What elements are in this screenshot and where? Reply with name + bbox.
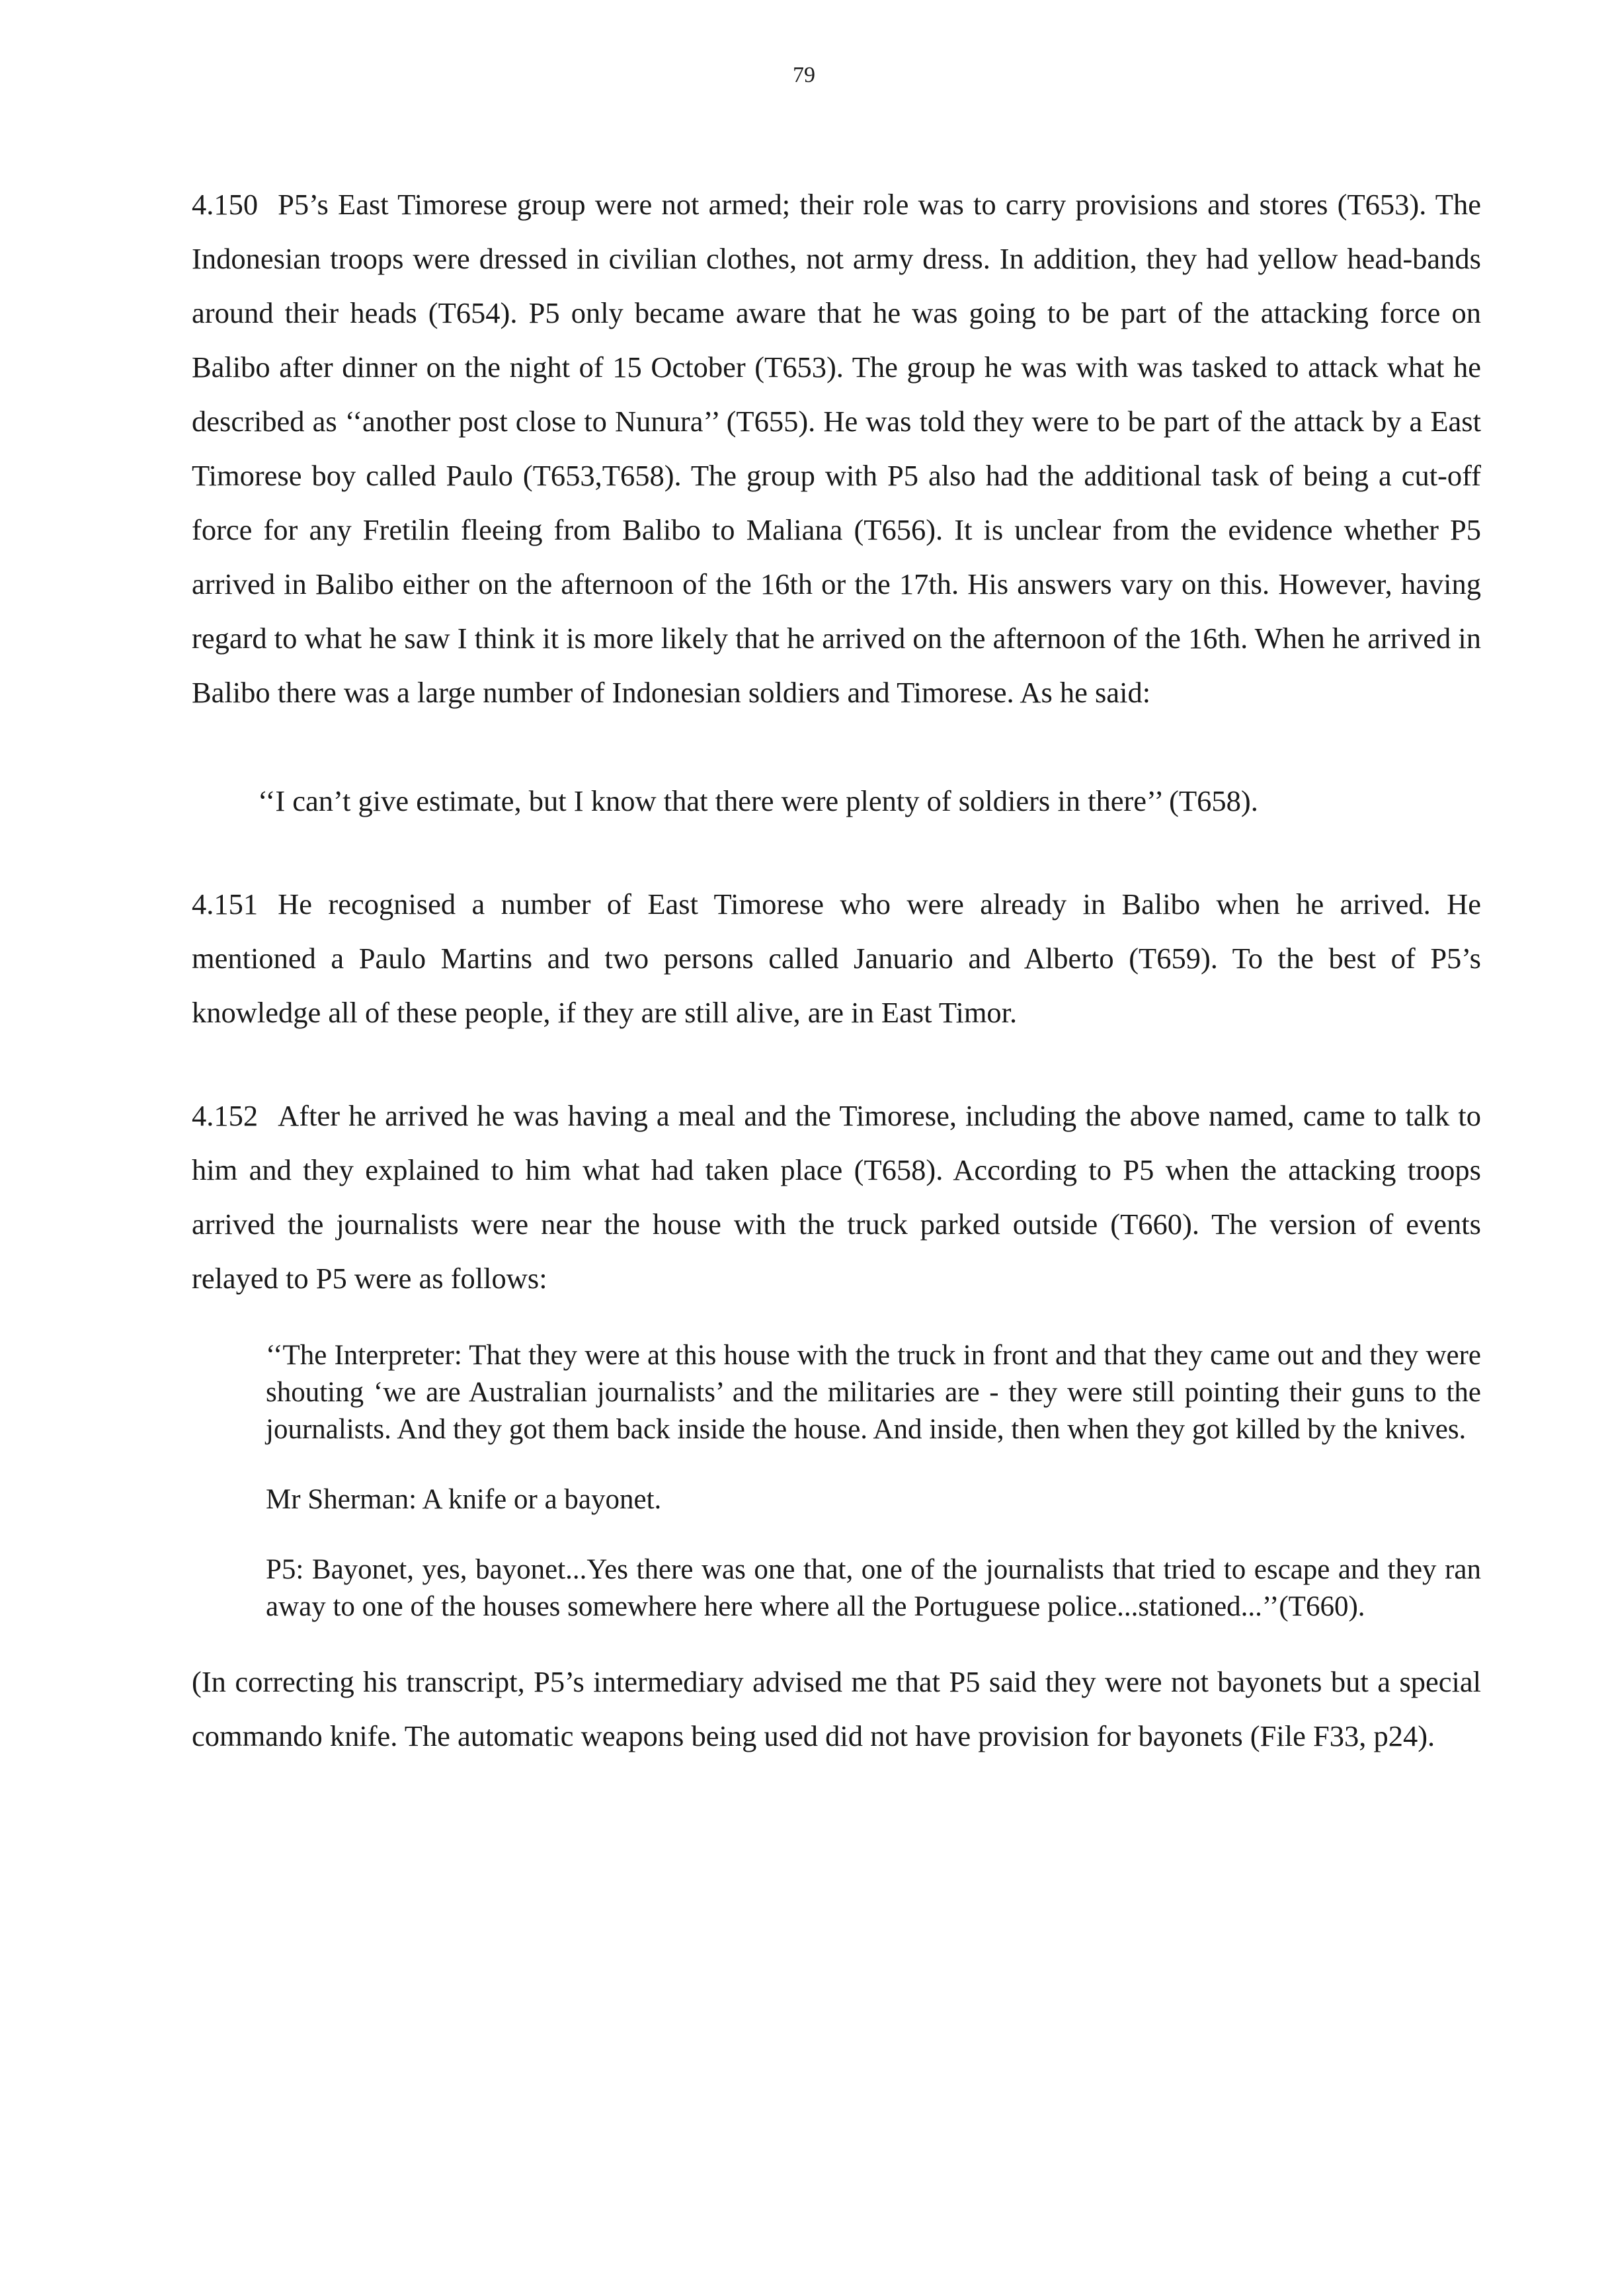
closing-paragraph: (In correcting his transcript, P5’s intermediary advised me that P5 said they were not bayonets but a special commando knife. The automatic weapons being used did not have provision for bayonets (File F33, p24). <box>192 1665 1481 1752</box>
paragraph-number: 4.150 <box>192 188 259 221</box>
inline-quote: ‘‘I can’t give estimate, but I know that there were plenty of soldiers in there’’ (T658). <box>258 784 1258 817</box>
paragraph-4-152 <box>192 1088 1481 1305</box>
paragraph-text: He recognised a number of East Timorese who were already in Balibo when he arrived. He mentioned a Paulo Martins and two persons called Januario and Alberto (T659). To the best of P5’s knowledge all of these people, if they are still alive, are in East Timor. <box>192 887 1481 1029</box>
transcript-block-quote <box>192 1337 1481 1625</box>
quote-p5: P5: Bayonet, yes, bayonet...Yes there was one that, one of the journalists that tried to escape and they ran away to one of the houses somewhere here where all the Portuguese police...stationed...’’(T660). <box>266 1554 1481 1622</box>
quote-interpreter: ‘‘The Interpreter: That they were at this house with the truck in front and that they came out and they were shouting ‘we are Australian journalists’ and the militaries are - they were still pointing their guns to the journalists. And they got them back inside the house. And inside, then when they got killed by the knives. <box>266 1340 1481 1445</box>
quote-sherman: Mr Sherman: A knife or a bayonet. <box>266 1484 662 1515</box>
spacer <box>192 1040 1481 1088</box>
spacer <box>192 828 1481 877</box>
paragraph-number: 4.151 <box>192 887 259 921</box>
paragraph-text: P5’s East Timorese group were not armed; their role was to carry provisions and stores (T653). The Indonesian troops were dressed in civilian clothes, not army dress. In addition, they had yellow head-bands around their heads (T654). P5 only became aware that he was going to be part of the attacking force on Balibo after dinner on the night of 15 October (T653). The group he was with was tasked to attack what he described as ‘‘another post close to Nunura’’ (T655). He was told they were to be part of the attack by a East Timorese boy called Paulo (T653,T658). The group with P5 also had the additional task of being a cut-off force for any Fretilin fleeing from Balibo to Maliana (T656). It is unclear from the evidence whether P5 arrived in Balibo either on the afternoon of the 16th or the 17th. His answers vary on this. However, having regard to what he saw I think it is more likely that he arrived on the afternoon of the 16th. When he arrived in Balibo there was a large number of Indonesian soldiers and Timorese. As he said: <box>192 188 1481 709</box>
page-number: 79 <box>793 63 815 87</box>
spacer <box>192 1625 1481 1655</box>
paragraph-4-150 <box>192 177 1481 719</box>
spacer <box>192 1305 1481 1337</box>
page-body <box>192 177 1481 1763</box>
spacer <box>192 719 1481 774</box>
paragraph-text: After he arrived he was having a meal and the Timorese, including the above named, came to talk to him and they explained to him what had taken place (T658). According to P5 when the attacking troops arrived the journalists were near the house with the truck parked outside (T660). The version of events relayed to P5 were as follows: <box>192 1099 1481 1295</box>
paragraph-number: 4.152 <box>192 1099 259 1132</box>
paragraph-4-151 <box>192 877 1481 1040</box>
